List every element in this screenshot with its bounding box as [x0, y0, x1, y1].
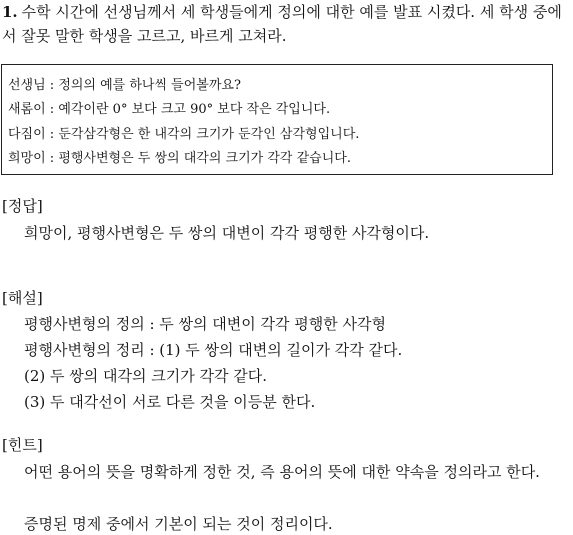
explanation-line-theorem-3: (3) 두 대각선이 서로 다른 것을 이등분 한다.	[24, 393, 316, 411]
explanation-line-theorem-2: (2) 두 쌍의 대각의 크기가 각각 같다.	[24, 367, 267, 385]
dialog-line-huimang: 희망이 : 평행사변형은 두 쌍의 대각의 크기가 각각 같습니다.	[8, 150, 351, 166]
dialog-line-dajim: 다짐이 : 둔각삼각형은 한 내각의 크기가 둔각인 삼각형입니다.	[8, 126, 360, 142]
dialog-line-teacher: 선생님 : 정의의 예를 하나씩 들어볼까요?	[8, 78, 241, 93]
hint-paragraph: 어떤 용어의 뜻을 명확하게 정한 것, 즉 용어의 뜻에 대한 약속을 정의라고 한다.	[24, 463, 540, 481]
problem-number: 1.	[2, 3, 18, 21]
hint-label: [힌트]	[2, 436, 43, 454]
dialog-box	[1, 64, 553, 175]
answer-label: [정답]	[2, 197, 43, 215]
explanation-line-theorem-1: 평행사변형의 정리 : (1) 두 쌍의 대변의 길이가 각각 같다.	[24, 341, 403, 359]
hint-line-theorem: 증명된 명제 중에서 기본이 되는 것이 정리이다.	[24, 515, 333, 533]
explanation-label: [해설]	[2, 289, 43, 307]
problem-text: 수학 시간에 선생님께서 세 학생들에게 정의에 대한 예를 발표 시켰다. 세 학생 중에서 잘못 말한 학생을 고르고, 바르게 고쳐라.	[2, 3, 562, 45]
answer-text: 희망이, 평행사변형은 두 쌍의 대변이 각각 평행한 사각형이다.	[24, 224, 430, 242]
explanation-line-definition: 평행사변형의 정의 : 두 쌍의 대변이 각각 평행한 사각형	[24, 315, 386, 333]
problem-statement	[2, 0, 570, 48]
dialog-line-saerom: 새롬이 : 예각이란 0° 보다 크고 90° 보다 작은 각입니다.	[8, 102, 331, 118]
